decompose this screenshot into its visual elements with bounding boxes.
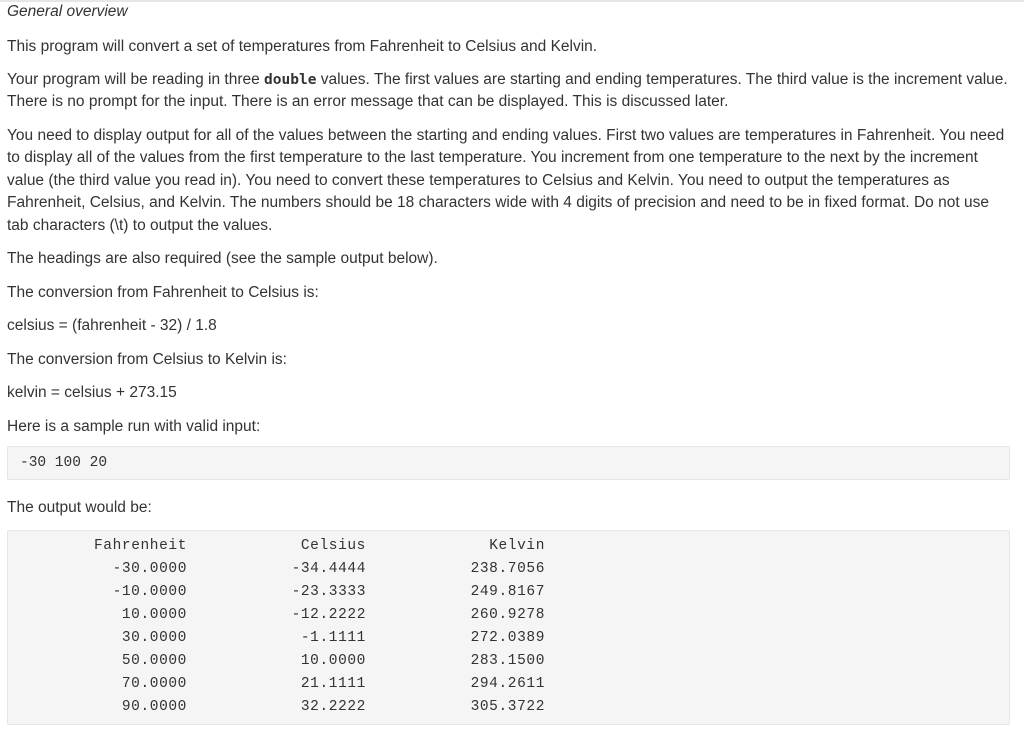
fahrenheit-value: 90.0000: [121, 698, 187, 715]
output-header-row: [8, 535, 1009, 558]
fahrenheit-value: 70.0000: [121, 675, 187, 692]
kelvin-value: 238.7056: [470, 560, 545, 577]
kelvin-value: 260.9278: [470, 606, 545, 623]
kelvin-value: 294.2611: [470, 675, 545, 692]
header-fahrenheit: Fahrenheit: [93, 537, 187, 554]
section-title: General overview: [7, 3, 128, 20]
document-body: [7, 0, 1013, 725]
celsius-value: -12.2222: [291, 606, 366, 623]
sample-output-block: [7, 530, 1010, 725]
output-row: [8, 696, 1009, 719]
input-description-text-before: Your program will be reading in three: [7, 70, 265, 88]
fahrenheit-value: 10.0000: [121, 606, 187, 623]
kelvin-formula: kelvin = celsius + 273.15: [7, 384, 177, 401]
output-label: The output would be:: [7, 499, 152, 516]
input-description-text-after: values. The first values are starting and ending temperatures. The third value is the increment value. There is no prompt for the input. There is an error message that can be displayed. This is discussed later.: [7, 70, 1008, 110]
headings-paragraph: The headings are also required (see the sample output below).: [7, 250, 438, 267]
kelvin-value: 272.0389: [470, 629, 545, 646]
output-row: [8, 627, 1009, 650]
c-to-k-label: The conversion from Celsius to Kelvin is:: [7, 350, 287, 368]
output-row: [8, 558, 1009, 581]
output-row: [8, 581, 1009, 604]
output-row: [8, 650, 1009, 673]
output-requirements-paragraph: You need to display output for all of the values between the starting and ending values. First two values are temperatures in Fahrenheit. You need to display all of the values from the first temperature to the last temperature. You increment from one temperature to the next by the increment value (the third value you read in). You need to convert these temperatures to Celsius and Kelvin. You need to output the temperatures as Fahrenheit, Celsius, and Kelvin. The numbers should be 18 characters wide with 4 digits of precision and need to be in fixed format. Do not use tab characters (\t) to output the values.: [7, 126, 1005, 234]
sample-input-block: [7, 446, 1010, 480]
header-celsius: Celsius: [300, 537, 366, 554]
output-row: [8, 673, 1009, 696]
celsius-value: 10.0000: [300, 652, 366, 669]
sample-input-text: -30 100 20: [20, 455, 108, 471]
f-to-c-label: The conversion from Fahrenheit to Celsius is:: [7, 283, 319, 301]
kelvin-value: 305.3722: [470, 698, 545, 715]
double-keyword: double: [264, 71, 317, 88]
header-kelvin: Kelvin: [489, 537, 545, 554]
fahrenheit-value: 30.0000: [121, 629, 187, 646]
celsius-value: -23.3333: [291, 583, 366, 600]
intro-paragraph: This program will convert a set of temperatures from Fahrenheit to Celsius and Kelvin.: [7, 38, 598, 55]
output-row: [8, 604, 1009, 627]
fahrenheit-value: -30.0000: [112, 560, 187, 577]
fahrenheit-value: 50.0000: [121, 652, 187, 669]
fahrenheit-value: -10.0000: [112, 583, 187, 600]
celsius-value: -1.1111: [300, 629, 366, 646]
celsius-value: -34.4444: [291, 560, 366, 577]
sample-run-label: Here is a sample run with valid input:: [7, 417, 261, 435]
celsius-value: 21.1111: [300, 675, 366, 692]
kelvin-value: 249.8167: [470, 583, 545, 600]
celsius-value: 32.2222: [300, 698, 366, 715]
kelvin-value: 283.1500: [470, 652, 545, 669]
celsius-formula: celsius = (fahrenheit - 32) / 1.8: [7, 317, 217, 334]
input-description-paragraph: [7, 69, 1013, 114]
